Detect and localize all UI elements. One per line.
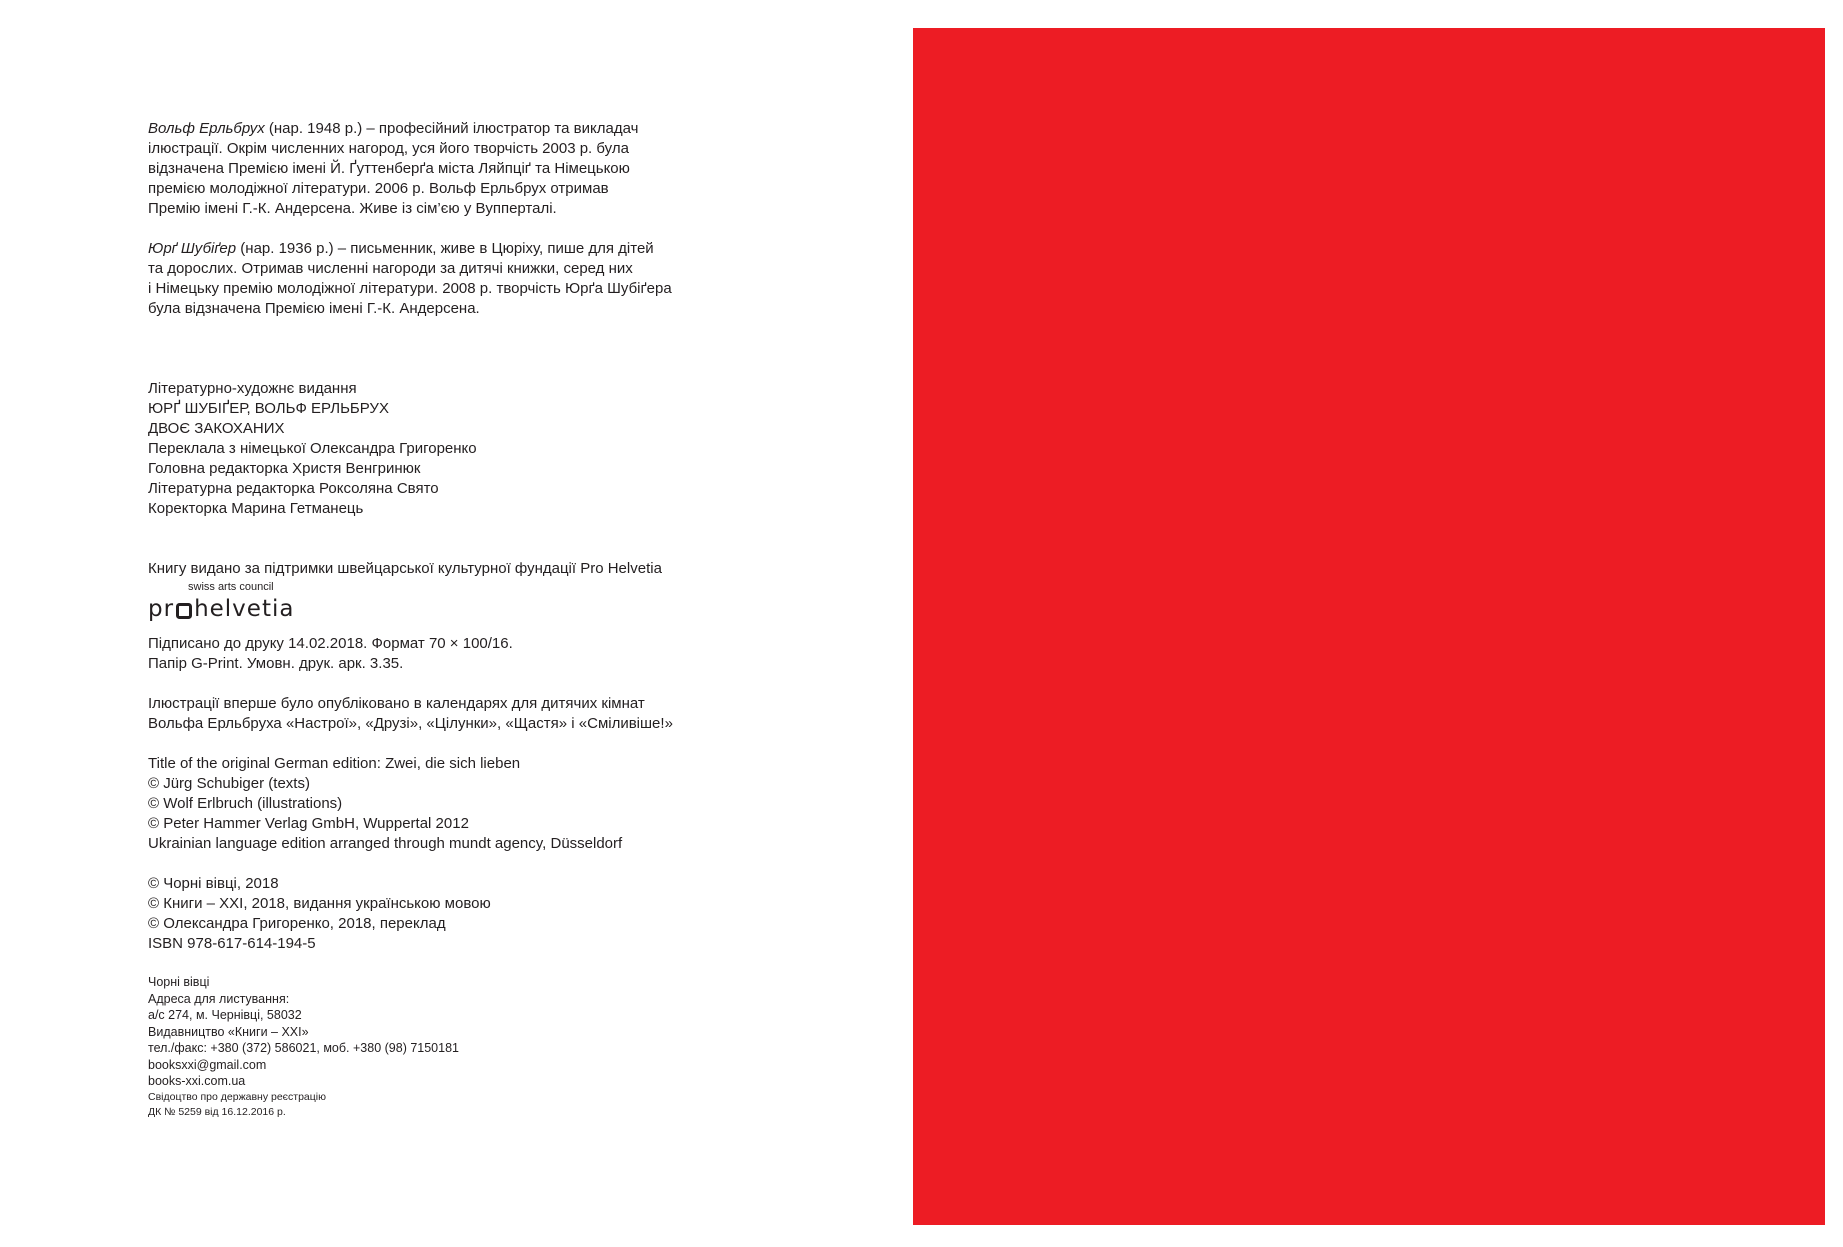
registration-info (148, 1090, 768, 1120)
bio-line: відзначена Премією імені Й. Ґуттенберґа міста Ляйпціґ та Німецькою (148, 160, 630, 177)
bio-line: ілюстрації. Окрім численних нагород, уся його творчість 2003 р. була (148, 140, 629, 157)
registration-line: Свідоцтво про державну реєстрацію (148, 1090, 326, 1103)
print-line: Папір G-Print. Умовн. друк. арк. 3.35. (148, 655, 404, 672)
publisher-email: booksxxi@gmail.com (148, 1057, 267, 1072)
publisher-line: Адреса для листування: (148, 991, 290, 1006)
support-text: Книгу видано за підтримки швейцарської культурної фундації Pro Helvetia (148, 560, 662, 577)
publisher-info (148, 974, 768, 1090)
support-block (148, 559, 768, 622)
author-name: Юрґ Шубіґер (148, 240, 237, 257)
author-name: Вольф Ерльбрух (148, 120, 265, 137)
copyright-line: © Чорні вівці, 2018 (148, 875, 279, 892)
copyright-line: © Книги – ХХІ, 2018, видання українською мовою (148, 895, 491, 912)
credit-line: Головна редакторка Христя Венгринюк (148, 460, 421, 477)
imprint-page (148, 119, 768, 1120)
copyright-line: © Олександра Григоренко, 2018, переклад (148, 915, 446, 932)
credit-line: ЮРҐ ШУБІҐЕР, ВОЛЬФ ЕРЛЬБРУХ (148, 400, 389, 417)
credit-line: Переклала з німецької Олександра Григоренко (148, 440, 477, 457)
bio-line: була відзначена Премією імені Г.-К. Андерсена. (148, 300, 480, 317)
credit-line: Літературна редакторка Роксоляна Свято (148, 480, 439, 497)
illustrations-note (148, 694, 768, 734)
original-edition (148, 754, 768, 854)
print-line: Підписано до друку 14.02.2018. Формат 70 × 100/16. (148, 635, 513, 652)
publisher-website: books-xxi.com.ua (148, 1074, 246, 1088)
bio-line: та дорослих. Отримав численні нагороди за дитячі книжки, серед них (148, 260, 633, 277)
bio-schubiger (148, 239, 768, 319)
logo-post: helvetia (194, 596, 295, 622)
publisher-line: Видавництво «Книги – ХХІ» (148, 1024, 309, 1039)
note-line: Вольфа Ерльбруха «Настрої», «Друзі», «Цілунки», «Щастя» і «Сміливіше!» (148, 715, 673, 732)
edition-line: Ukrainian language edition arranged through mundt agency, Düsseldorf (148, 835, 623, 852)
logo-o-icon (176, 603, 192, 619)
credit-line: Коректорка Марина Гетманець (148, 500, 364, 517)
bio-erlbruch (148, 119, 768, 219)
edition-line: Title of the original German edition: Zwei, die sich lieben (148, 755, 521, 772)
logo-subtitle: swiss arts council (188, 581, 274, 593)
bio-line: Премію імені Г.-К. Андерсена. Живе із сім’єю у Вупперталі. (148, 200, 557, 217)
logo-pre: pr (148, 596, 175, 622)
isbn: ISBN 978-617-614-194-5 (148, 935, 316, 952)
print-info (148, 634, 768, 674)
bio-line: Юрґ Шубіґер (нар. 1936 р.) – письменник, живе в Цюріху, пише для дітей (148, 240, 654, 257)
bio-line: і Німецьку премію молодіжної літератури. 2008 р. творчість Юрґа Шубіґера (148, 280, 672, 297)
credits-block (148, 379, 768, 519)
publisher-line: а/с 274, м. Чернівці, 58032 (148, 1008, 302, 1022)
credit-line: Літературно-художнє видання (148, 380, 357, 397)
credit-line: ДВОЄ ЗАКОХАНИХ (148, 420, 285, 437)
note-line: Ілюстрації вперше було опубліковано в календарях для дитячих кімнат (148, 695, 645, 712)
edition-line: © Jürg Schubiger (texts) (148, 775, 310, 792)
edition-line: © Peter Hammer Verlag GmbH, Wuppertal 2012 (148, 815, 469, 832)
bio-line: Вольф Ерльбрух (нар. 1948 р.) – професійний ілюстратор та викладач (148, 120, 639, 137)
edition-line: © Wolf Erlbruch (illustrations) (148, 795, 343, 812)
publisher-line: тел./факс: +380 (372) 586021, моб. +380 (98) 7150181 (148, 1041, 459, 1055)
copyrights (148, 874, 768, 954)
red-page-panel (913, 28, 1825, 1225)
pro-helvetia-logo (148, 581, 768, 622)
bio-line: премією молодіжної літератури. 2006 р. Вольф Ерльбрух отримав (148, 180, 609, 197)
registration-line: ДК № 5259 від 16.12.2016 р. (148, 1105, 286, 1118)
publisher-line: Чорні вівці (148, 975, 210, 989)
